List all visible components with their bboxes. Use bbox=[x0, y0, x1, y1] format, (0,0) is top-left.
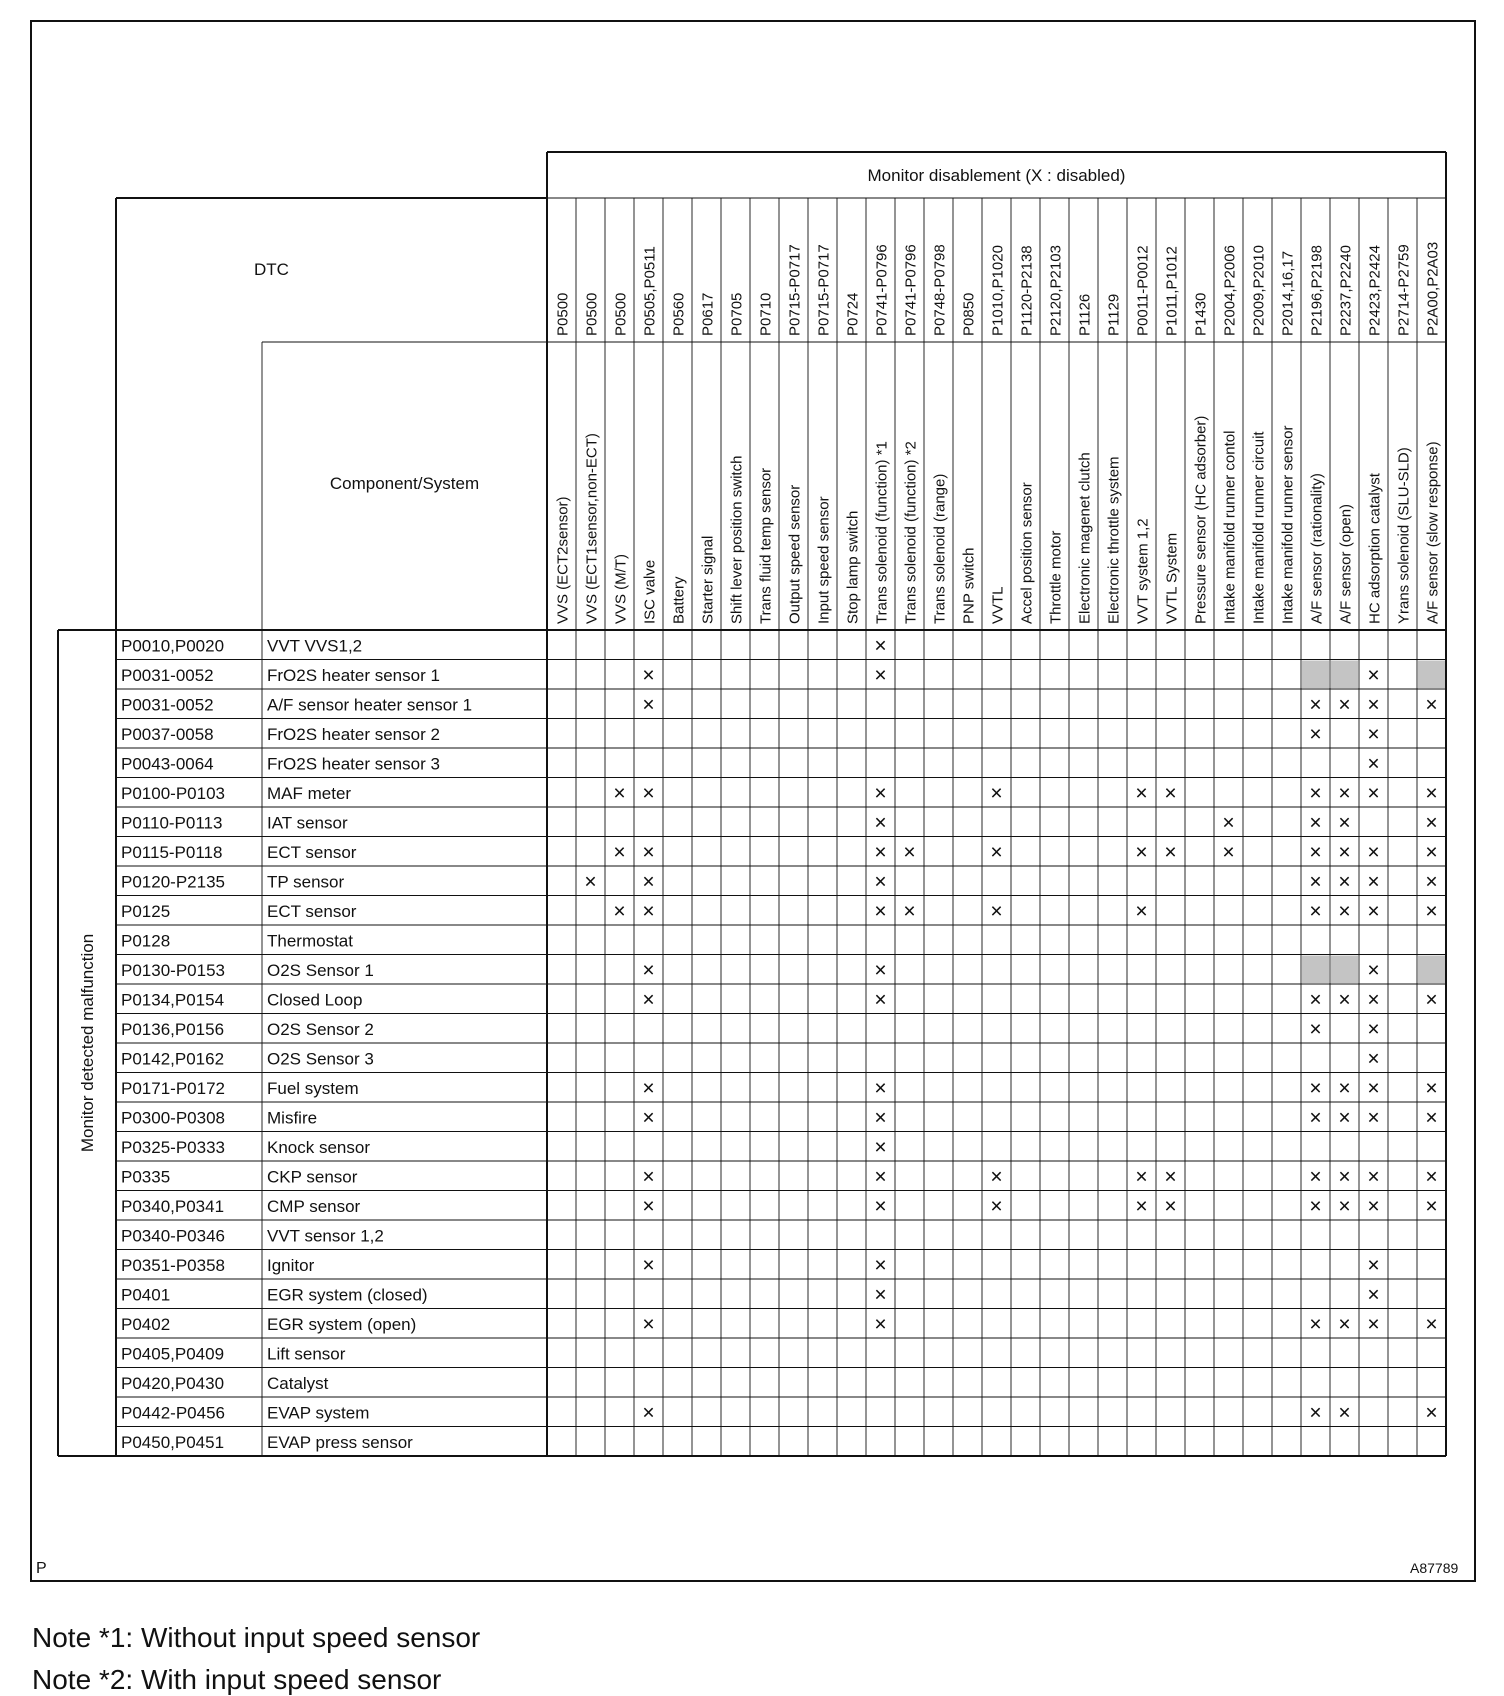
row-dtc: P0325-P0333 bbox=[121, 1138, 225, 1157]
disabled-mark: × bbox=[1367, 1283, 1380, 1307]
row-component: ECT sensor bbox=[267, 902, 357, 921]
row-component: FrO2S heater sensor 2 bbox=[267, 725, 440, 744]
disabled-mark: × bbox=[1338, 1313, 1351, 1336]
disabled-mark: × bbox=[874, 1165, 887, 1189]
disabled-mark: × bbox=[1309, 1313, 1322, 1336]
disabled-mark: × bbox=[1135, 1195, 1148, 1218]
disabled-mark: × bbox=[1425, 1195, 1438, 1218]
disabled-mark: × bbox=[1425, 988, 1438, 1012]
disabled-mark: × bbox=[642, 1254, 655, 1277]
disabled-mark: × bbox=[1164, 1165, 1177, 1189]
row-component: Closed Loop bbox=[267, 990, 363, 1010]
column-code: P0500 bbox=[612, 292, 630, 336]
column-code: P1010,P1020 bbox=[989, 245, 1007, 336]
row-component: Thermostat bbox=[267, 931, 353, 951]
disabled-mark: × bbox=[642, 1195, 655, 1218]
disabled-mark: × bbox=[874, 1136, 887, 1159]
row-component: FrO2S heater sensor 1 bbox=[267, 666, 440, 685]
disabled-mark: × bbox=[990, 900, 1003, 923]
column-code: P0505,P0511 bbox=[641, 246, 659, 336]
disabled-mark: × bbox=[874, 988, 887, 1012]
disabled-mark: × bbox=[1425, 1313, 1438, 1336]
note-1: Note *1: Without input speed sensor bbox=[32, 1622, 481, 1653]
row-dtc: P0130-P0153 bbox=[121, 961, 225, 980]
column-code: P0724 bbox=[844, 292, 862, 336]
disabled-mark: × bbox=[1338, 841, 1351, 864]
column-code: P0560 bbox=[670, 292, 688, 336]
disabled-mark: × bbox=[990, 782, 1003, 805]
disabled-mark: × bbox=[1309, 1077, 1322, 1100]
column-name: Output speed sensor bbox=[786, 484, 804, 624]
row-dtc: P0420,P0430 bbox=[121, 1374, 225, 1393]
column-name: VVT system 1,2 bbox=[1134, 518, 1152, 624]
column-code: P0748-P0798 bbox=[931, 244, 949, 336]
row-component: VVT sensor 1,2 bbox=[267, 1226, 384, 1246]
shaded-cell bbox=[1302, 661, 1329, 689]
row-dtc: P0136,P0156 bbox=[121, 1020, 225, 1039]
column-name: Trans fluid temp sensor bbox=[757, 467, 775, 624]
column-name: ISC valve bbox=[641, 559, 659, 624]
column-code: P0500 bbox=[554, 292, 572, 336]
row-dtc: P0340-P0346 bbox=[121, 1226, 225, 1246]
disabled-mark: × bbox=[874, 782, 887, 805]
row-dtc: P0043-0064 bbox=[121, 754, 214, 774]
component-system-header: Component/System bbox=[329, 474, 480, 493]
disabled-mark: × bbox=[1338, 1165, 1351, 1189]
shaded-cell bbox=[1302, 956, 1329, 984]
disabled-mark: × bbox=[1309, 1195, 1322, 1218]
disabled-mark: × bbox=[1309, 841, 1322, 864]
column-name: A/F sensor (rationality) bbox=[1308, 473, 1326, 624]
row-component: MAF meter bbox=[267, 784, 352, 803]
column-code: P0850 bbox=[960, 292, 978, 336]
column-name: Starter signal bbox=[699, 535, 717, 624]
row-dtc: P0128 bbox=[121, 931, 171, 951]
row-dtc: P0300-P0308 bbox=[121, 1108, 225, 1128]
disabled-mark: × bbox=[1367, 870, 1380, 894]
disabled-mark: × bbox=[1222, 841, 1235, 864]
row-dtc: P0142,P0162 bbox=[121, 1049, 225, 1069]
dtc-header: DTC bbox=[254, 260, 289, 279]
disabled-mark: × bbox=[1338, 870, 1351, 894]
row-dtc: P0125 bbox=[121, 902, 171, 921]
disabled-mark: × bbox=[642, 900, 655, 923]
disabled-mark: × bbox=[642, 782, 655, 805]
disabled-mark: × bbox=[642, 1401, 655, 1425]
row-dtc: P0120-P2135 bbox=[121, 872, 225, 892]
disabled-mark: × bbox=[874, 1283, 887, 1307]
shaded-cell bbox=[1331, 956, 1358, 984]
disabled-mark: × bbox=[1164, 782, 1177, 805]
column-name: Trans solenoid (range) bbox=[931, 473, 949, 624]
disabled-mark: × bbox=[874, 1106, 887, 1130]
disabled-mark: × bbox=[1309, 1018, 1322, 1041]
disabled-mark: × bbox=[1367, 841, 1380, 864]
disabled-mark: × bbox=[1425, 1106, 1438, 1130]
column-name: Intake manifold runner sensor bbox=[1279, 425, 1297, 624]
row-component: EVAP system bbox=[267, 1403, 370, 1423]
disabled-mark: × bbox=[642, 1106, 655, 1130]
column-name: A/F sensor (slow response) bbox=[1424, 441, 1442, 624]
disabled-mark: × bbox=[903, 841, 916, 864]
disabled-mark: × bbox=[874, 634, 887, 658]
disabled-mark: × bbox=[1425, 693, 1438, 717]
column-code: P1120-P2138 bbox=[1018, 245, 1036, 336]
disabled-mark: × bbox=[642, 870, 655, 894]
column-name: Intake manifold runner contol bbox=[1221, 430, 1239, 624]
disabled-mark: × bbox=[642, 841, 655, 864]
disabled-mark: × bbox=[874, 664, 887, 687]
row-dtc: P0335 bbox=[121, 1167, 171, 1187]
column-code: P0710 bbox=[757, 292, 775, 336]
row-component: VVT VVS1,2 bbox=[267, 636, 363, 656]
disabled-mark: × bbox=[1367, 693, 1380, 717]
column-code: P1126 bbox=[1076, 293, 1094, 336]
disabled-mark: × bbox=[584, 870, 597, 894]
column-code: P2423,P2424 bbox=[1366, 245, 1384, 336]
row-component: EVAP press sensor bbox=[267, 1433, 413, 1452]
column-name: Pressure sensor (HC adsorber) bbox=[1192, 415, 1210, 624]
disabled-mark: × bbox=[1425, 1401, 1438, 1425]
column-code: P1430 bbox=[1192, 292, 1210, 336]
disabled-mark: × bbox=[990, 1195, 1003, 1218]
disabled-mark: × bbox=[1338, 782, 1351, 805]
column-code: P2196,P2198 bbox=[1308, 245, 1326, 336]
disabled-mark: × bbox=[1367, 782, 1380, 805]
column-name: Input speed sensor bbox=[815, 496, 833, 624]
disabled-mark: × bbox=[1367, 900, 1380, 923]
disabled-mark: × bbox=[1367, 988, 1380, 1012]
column-code: P0500 bbox=[583, 292, 601, 336]
disabled-mark: × bbox=[1309, 693, 1322, 717]
disabled-mark: × bbox=[1367, 664, 1380, 687]
column-name: VVS (ECT1sensor,non-ECT) bbox=[583, 433, 601, 624]
shaded-cell bbox=[1418, 661, 1445, 689]
frame-letter: P bbox=[36, 1560, 47, 1577]
column-name: A/F sensor (open) bbox=[1337, 503, 1355, 624]
column-name: Trans solenoid (function) *2 bbox=[902, 441, 920, 624]
disabled-mark: × bbox=[1367, 723, 1380, 746]
column-name: VVS (ECT2sensor) bbox=[554, 496, 572, 624]
disabled-mark: × bbox=[874, 1195, 887, 1218]
column-code: P0741-P0796 bbox=[873, 244, 891, 336]
disabled-mark: × bbox=[1135, 1165, 1148, 1189]
disabled-mark: × bbox=[874, 870, 887, 894]
column-code: P2714-P2759 bbox=[1395, 244, 1413, 336]
disabled-mark: × bbox=[1425, 782, 1438, 805]
disabled-mark: × bbox=[874, 841, 887, 864]
disabled-mark: × bbox=[1367, 1047, 1380, 1071]
row-dtc: P0351-P0358 bbox=[121, 1256, 225, 1275]
disabled-mark: × bbox=[874, 959, 887, 982]
disabled-mark: × bbox=[1338, 1401, 1351, 1425]
disabled-mark: × bbox=[1367, 1254, 1380, 1277]
row-component: Misfire bbox=[267, 1108, 318, 1128]
monitor-disablement-title: Monitor disablement (X : disabled) bbox=[867, 166, 1126, 185]
row-dtc: P0171-P0172 bbox=[121, 1079, 225, 1098]
row-component: CKP sensor bbox=[267, 1167, 358, 1187]
column-code: P0715-P0717 bbox=[815, 244, 833, 336]
row-component: Knock sensor bbox=[267, 1138, 370, 1157]
disabled-mark: × bbox=[1367, 959, 1380, 982]
disabled-mark: × bbox=[1367, 1018, 1380, 1041]
row-component: A/F sensor heater sensor 1 bbox=[267, 695, 473, 715]
row-dtc: P0340,P0341 bbox=[121, 1197, 225, 1216]
disabled-mark: × bbox=[1309, 1165, 1322, 1189]
column-code: P2A00,P2A03 bbox=[1424, 241, 1442, 336]
column-name: VVTL System bbox=[1163, 532, 1181, 624]
shaded-cell bbox=[1331, 661, 1358, 689]
disabled-mark: × bbox=[1338, 1106, 1351, 1130]
column-code: P2014,16,17 bbox=[1279, 250, 1297, 336]
disabled-mark: × bbox=[1425, 900, 1438, 923]
disabled-mark: × bbox=[1222, 811, 1235, 835]
disabled-mark: × bbox=[1135, 841, 1148, 864]
row-component: CMP sensor bbox=[267, 1197, 361, 1216]
disabled-mark: × bbox=[1309, 1401, 1322, 1425]
column-code: P1129 bbox=[1105, 293, 1123, 336]
disabled-mark: × bbox=[990, 1165, 1003, 1189]
disabled-mark: × bbox=[613, 782, 626, 805]
disabled-mark: × bbox=[1309, 870, 1322, 894]
row-component: TP sensor bbox=[267, 872, 345, 892]
row-dtc: P0405,P0409 bbox=[121, 1344, 225, 1364]
disabled-mark: × bbox=[1309, 811, 1322, 835]
row-component: O2S Sensor 1 bbox=[267, 961, 374, 980]
disabled-mark: × bbox=[874, 811, 887, 835]
disabled-mark: × bbox=[1338, 1077, 1351, 1100]
column-name: Accel position sensor bbox=[1018, 482, 1036, 624]
disabled-mark: × bbox=[642, 1077, 655, 1100]
disabled-mark: × bbox=[1309, 782, 1322, 805]
column-name: Shift lever position switch bbox=[728, 455, 746, 624]
column-code: P1011,P1012 bbox=[1163, 246, 1181, 336]
column-name: VVS (M/T) bbox=[612, 554, 630, 624]
disabled-mark: × bbox=[1338, 693, 1351, 717]
disabled-mark: × bbox=[642, 959, 655, 982]
disabled-mark: × bbox=[613, 841, 626, 864]
column-code: P2009,P2010 bbox=[1250, 245, 1268, 336]
disabled-mark: × bbox=[1367, 1106, 1380, 1130]
row-component: O2S Sensor 2 bbox=[267, 1020, 374, 1039]
disabled-mark: × bbox=[874, 900, 887, 923]
disabled-mark: × bbox=[642, 1165, 655, 1189]
row-dtc: P0100-P0103 bbox=[121, 784, 225, 803]
column-name: Battery bbox=[670, 576, 688, 624]
column-name: VVTL bbox=[989, 586, 1007, 624]
row-dtc: P0115-P0118 bbox=[121, 843, 223, 862]
disabled-mark: × bbox=[1367, 1077, 1380, 1100]
row-component: Fuel system bbox=[267, 1079, 359, 1098]
figure-code: A87789 bbox=[1410, 1560, 1459, 1576]
disabled-mark: × bbox=[1309, 900, 1322, 923]
row-dtc: P0401 bbox=[121, 1285, 171, 1305]
note-2: Note *2: With input speed sensor bbox=[32, 1664, 442, 1695]
disabled-mark: × bbox=[1309, 1106, 1322, 1130]
disabled-mark: × bbox=[1425, 841, 1438, 864]
disabled-mark: × bbox=[1338, 988, 1351, 1012]
disabled-mark: × bbox=[874, 1254, 887, 1277]
side-label: Monitor detected malfunction bbox=[78, 933, 97, 1153]
disabled-mark: × bbox=[1338, 1195, 1351, 1218]
row-component: Catalyst bbox=[267, 1374, 329, 1393]
row-component: EGR system (closed) bbox=[267, 1285, 428, 1305]
column-code: P2120,P2103 bbox=[1047, 245, 1065, 336]
disabled-mark: × bbox=[642, 988, 655, 1012]
column-name: Electronic throttle system bbox=[1105, 456, 1123, 624]
column-name: HC adsorption catalyst bbox=[1366, 473, 1384, 624]
row-dtc: P0402 bbox=[121, 1315, 171, 1334]
row-component: IAT sensor bbox=[267, 813, 348, 833]
column-name: Trans solenoid (function) *1 bbox=[873, 441, 891, 624]
column-code: P0617 bbox=[699, 292, 717, 336]
disabled-mark: × bbox=[642, 664, 655, 687]
disabled-mark: × bbox=[642, 1313, 655, 1336]
disabled-mark: × bbox=[1309, 988, 1322, 1012]
row-dtc: P0031-0052 bbox=[121, 666, 214, 685]
disabled-mark: × bbox=[874, 1313, 887, 1336]
row-component: Ignitor bbox=[267, 1256, 315, 1275]
column-name: Electronic magenet clutch bbox=[1076, 452, 1094, 624]
shaded-cell bbox=[1418, 956, 1445, 984]
row-component: FrO2S heater sensor 3 bbox=[267, 754, 440, 774]
column-name: Throttle motor bbox=[1047, 530, 1065, 624]
row-dtc: P0450,P0451 bbox=[121, 1433, 225, 1452]
column-name: PNP switch bbox=[960, 547, 978, 624]
row-dtc: P0010,P0020 bbox=[121, 636, 225, 656]
column-name: Yrans solenoid (SLU-SLD) bbox=[1395, 447, 1413, 624]
disabled-mark: × bbox=[990, 841, 1003, 864]
disabled-mark: × bbox=[874, 1077, 887, 1100]
row-dtc: P0110-P0113 bbox=[121, 813, 223, 833]
column-code: P2004,P2006 bbox=[1221, 245, 1239, 336]
column-code: P0715-P0717 bbox=[786, 244, 804, 336]
row-dtc: P0037-0058 bbox=[121, 725, 214, 744]
disabled-mark: × bbox=[1338, 900, 1351, 923]
disabled-mark: × bbox=[1425, 811, 1438, 835]
column-name: Stop lamp switch bbox=[844, 510, 862, 624]
disabled-mark: × bbox=[1135, 900, 1148, 923]
column-name: Intake manifold runner circuit bbox=[1250, 431, 1268, 624]
disabled-mark: × bbox=[1367, 1165, 1380, 1189]
row-component: EGR system (open) bbox=[267, 1315, 417, 1334]
disabled-mark: × bbox=[1309, 723, 1322, 746]
column-code: P0011-P0012 bbox=[1134, 245, 1152, 336]
row-component: ECT sensor bbox=[267, 843, 357, 862]
disabled-mark: × bbox=[613, 900, 626, 923]
disabled-mark: × bbox=[1425, 1165, 1438, 1189]
disabled-mark: × bbox=[1425, 870, 1438, 894]
disabled-mark: × bbox=[1367, 1195, 1380, 1218]
column-code: P0705 bbox=[728, 292, 746, 336]
row-component: O2S Sensor 3 bbox=[267, 1049, 374, 1069]
disabled-mark: × bbox=[1164, 841, 1177, 864]
row-dtc: P0031-0052 bbox=[121, 695, 214, 715]
column-code: P2237,P2240 bbox=[1337, 245, 1355, 336]
disabled-mark: × bbox=[1135, 782, 1148, 805]
row-dtc: P0442-P0456 bbox=[121, 1403, 225, 1423]
disabled-mark: × bbox=[1164, 1195, 1177, 1218]
disabled-mark: × bbox=[1367, 1313, 1380, 1336]
disabled-mark: × bbox=[1425, 1077, 1438, 1100]
column-code: P0741-P0796 bbox=[902, 244, 920, 336]
disabled-mark: × bbox=[1367, 752, 1380, 776]
disabled-mark: × bbox=[642, 693, 655, 717]
disabled-mark: × bbox=[1338, 811, 1351, 835]
disabled-mark: × bbox=[903, 900, 916, 923]
row-dtc: P0134,P0154 bbox=[121, 990, 225, 1010]
row-component: Lift sensor bbox=[267, 1344, 346, 1364]
